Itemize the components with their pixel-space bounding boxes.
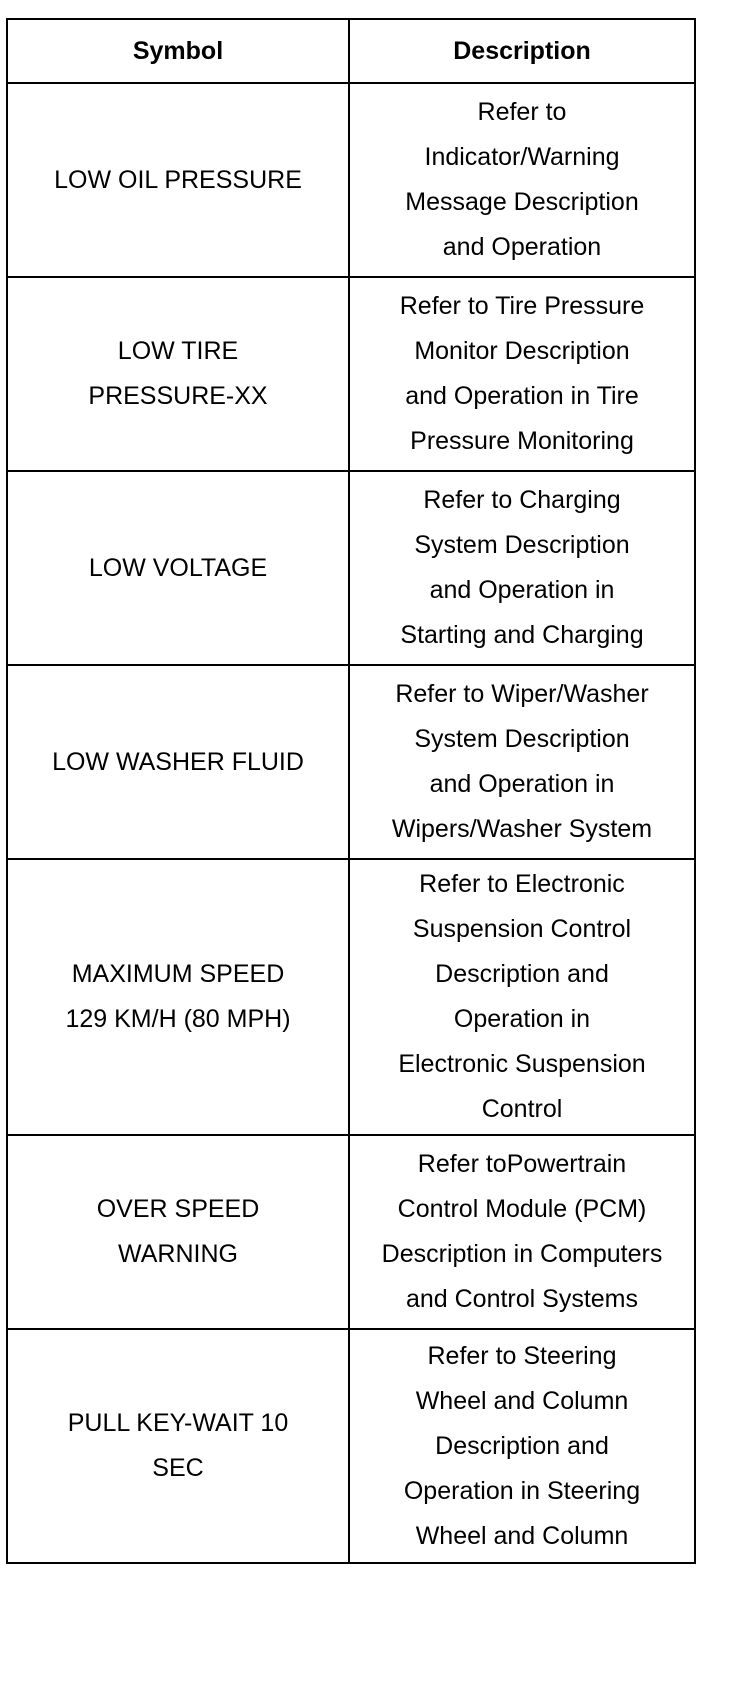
description-cell xyxy=(349,859,695,1135)
symbol-text: LOW TIRE PRESSURE-XX xyxy=(88,337,268,410)
symbol-text: LOW OIL PRESSURE xyxy=(54,165,302,194)
description-cell xyxy=(349,1135,695,1329)
table-row xyxy=(7,1329,695,1563)
description-text: Refer to Wiper/Washer System Description and Operation in Wipers/Washer System xyxy=(391,680,653,843)
symbol-cell xyxy=(7,859,349,1135)
symbol-cell xyxy=(7,83,349,277)
symbol-text: MAXIMUM SPEED 129 KM/H (80 MPH) xyxy=(65,960,291,1033)
symbol-cell xyxy=(7,1135,349,1329)
column-header-description: Description xyxy=(349,19,695,83)
table-row xyxy=(7,471,695,665)
table-row xyxy=(7,665,695,859)
description-text: Refer to Tire Pressure Monitor Description and Operation in Tire Pressure Monitoring xyxy=(399,292,645,455)
symbol-text: PULL KEY-WAIT 10 SEC xyxy=(67,1409,289,1482)
description-cell xyxy=(349,471,695,665)
description-cell xyxy=(349,83,695,277)
symbol-cell xyxy=(7,665,349,859)
description-cell xyxy=(349,665,695,859)
description-cell xyxy=(349,277,695,471)
symbol-cell xyxy=(7,471,349,665)
description-text: Refer to Electronic Suspension Control Description and Operation in Electronic Suspension Control xyxy=(398,870,646,1123)
column-header-symbol: Symbol xyxy=(7,19,349,83)
description-text: Refer toPowertrain Control Module (PCM) Description in Computers and Control Systems xyxy=(381,1150,663,1313)
symbol-text: OVER SPEED WARNING xyxy=(96,1195,260,1268)
symbol-text: LOW VOLTAGE xyxy=(88,553,268,582)
table-row xyxy=(7,277,695,471)
description-text: Refer to Charging System Description and Operation in Starting and Charging xyxy=(400,486,644,649)
table-row xyxy=(7,83,695,277)
symbol-cell xyxy=(7,277,349,471)
table-row xyxy=(7,1135,695,1329)
description-text: Refer to Steering Wheel and Column Description and Operation in Steering Wheel and Column xyxy=(403,1341,641,1550)
symbol-text: LOW WASHER FLUID xyxy=(52,747,304,776)
message-table xyxy=(6,18,696,1564)
table-row xyxy=(7,859,695,1135)
description-cell xyxy=(349,1329,695,1563)
symbol-cell xyxy=(7,1329,349,1563)
description-text: Refer to Indicator/Warning Message Description and Operation xyxy=(405,98,639,261)
table-header-row xyxy=(7,19,695,83)
